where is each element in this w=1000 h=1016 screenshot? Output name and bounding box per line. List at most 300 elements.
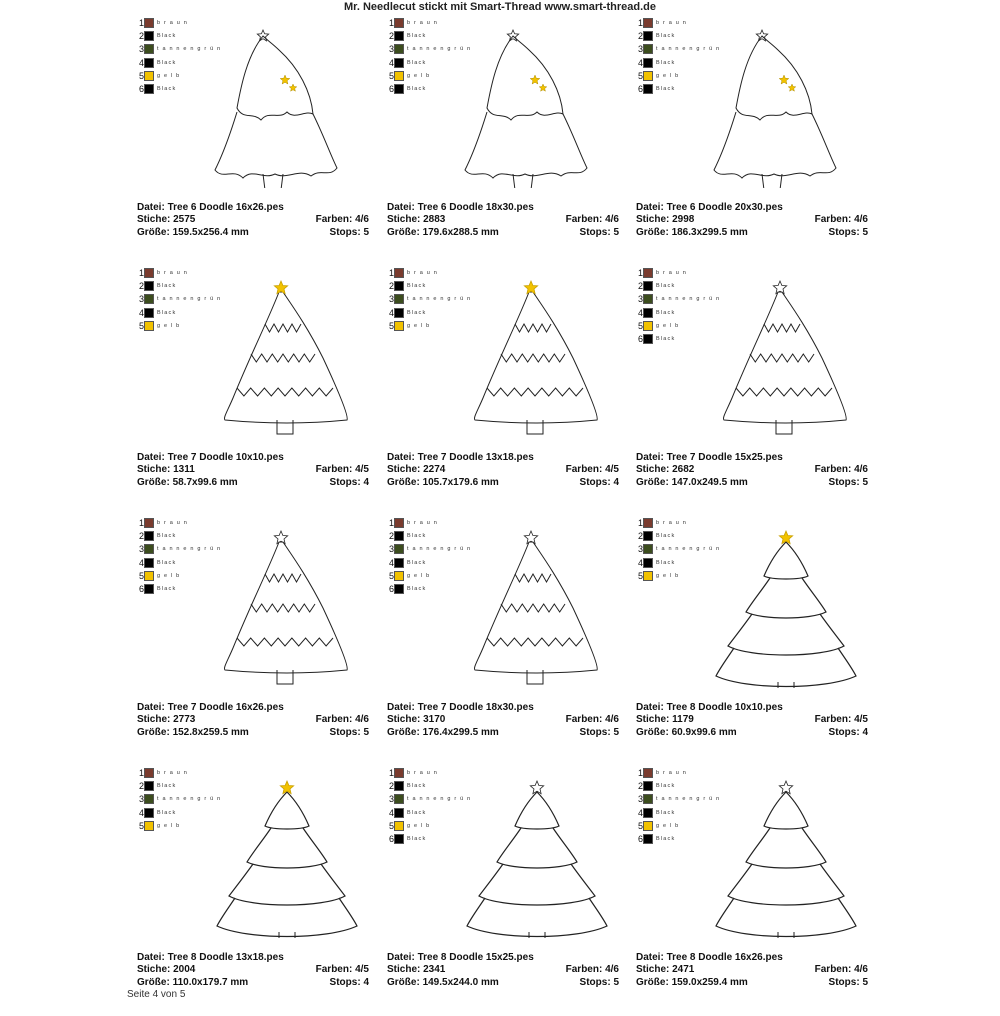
legend-number: 6 (138, 584, 144, 595)
stops-label: Stops: (579, 976, 611, 988)
design-card (636, 766, 868, 1016)
stop-count: 4 (613, 476, 619, 488)
design-info (636, 702, 868, 739)
tree-embroidery-image (207, 778, 367, 938)
color-swatch (394, 31, 404, 41)
legend-label: Black (157, 809, 177, 816)
size-row (636, 227, 868, 239)
file-row (137, 952, 369, 964)
legend-label: b r a u n (407, 269, 438, 276)
color-swatch (394, 518, 404, 528)
stitch-count: 2883 (423, 214, 446, 226)
legend-label: Black (656, 836, 676, 843)
legend-number: 2 (388, 780, 394, 791)
legend-label: Black (407, 809, 427, 816)
legend-label: t a n n e n g r ü n (157, 296, 222, 303)
color-count: 4/6 (605, 964, 619, 976)
legend-number: 3 (138, 544, 144, 555)
color-swatch (643, 84, 653, 94)
legend-number: 2 (138, 280, 144, 291)
color-swatch (643, 834, 653, 844)
color-swatch (144, 18, 154, 28)
farben-label: Farben: (315, 464, 353, 476)
file-row (636, 702, 868, 714)
color-count: 4/6 (854, 464, 868, 476)
color-swatch (643, 71, 653, 81)
legend-number: 1 (637, 767, 643, 778)
legend-number: 3 (637, 44, 643, 55)
design-size: 147.0x249.5 mm (671, 476, 748, 488)
stiche-label: Stiche: (636, 464, 670, 476)
legend-label: Black (656, 59, 676, 66)
color-swatch (394, 84, 404, 94)
color-swatch (643, 781, 653, 791)
stop-count: 5 (862, 226, 868, 238)
legend-label: b r a u n (656, 769, 687, 776)
design-info (137, 702, 369, 739)
color-swatch (643, 571, 653, 581)
farben-label: Farben: (814, 964, 852, 976)
color-swatch (394, 794, 404, 804)
stitch-count: 1311 (173, 464, 195, 476)
legend-label: g e l b (407, 322, 431, 329)
design-size: 176.4x299.5 mm (422, 726, 499, 738)
groesse-label: Größe: (137, 976, 170, 988)
file-name: Tree 6 Doodle 16x26.pes (167, 202, 284, 213)
legend-label: Black (656, 336, 676, 343)
color-swatch (144, 531, 154, 541)
legend-label: Black (407, 836, 427, 843)
file-row (636, 952, 868, 964)
datei-label: Datei: (636, 702, 664, 713)
file-row (387, 202, 619, 214)
tree-embroidery-image (207, 28, 367, 188)
color-count: 4/6 (854, 964, 868, 976)
legend-number: 6 (388, 834, 394, 845)
design-card (137, 266, 369, 516)
legend-number: 1 (138, 17, 144, 28)
legend-label: b r a u n (157, 519, 188, 526)
color-swatch (144, 44, 154, 54)
datei-label: Datei: (636, 452, 664, 463)
file-name: Tree 6 Doodle 20x30.pes (666, 202, 783, 213)
datei-label: Datei: (387, 952, 415, 963)
groesse-label: Größe: (137, 226, 170, 238)
legend-number: 1 (637, 517, 643, 528)
color-swatch (144, 31, 154, 41)
color-swatch (643, 308, 653, 318)
legend-number: 6 (388, 84, 394, 95)
design-card (636, 516, 868, 766)
stops-label: Stops: (329, 976, 361, 988)
size-row (636, 977, 868, 989)
tree-embroidery-image (706, 778, 866, 938)
stop-count: 5 (613, 976, 619, 988)
file-name: Tree 8 Doodle 13x18.pes (167, 952, 284, 963)
legend-label: g e l b (656, 72, 680, 79)
legend-number: 5 (138, 320, 144, 331)
design-info (387, 952, 619, 989)
size-row (387, 227, 619, 239)
legend-label: Black (407, 32, 427, 39)
color-count: 4/6 (854, 214, 868, 226)
design-info (137, 202, 369, 239)
tree-embroidery-image (706, 278, 866, 438)
design-card (387, 766, 619, 1016)
legend-label: Black (656, 782, 676, 789)
color-swatch (144, 268, 154, 278)
legend-label: t a n n e n g r ü n (656, 546, 721, 553)
stitch-count: 2341 (423, 964, 446, 976)
stops-label: Stops: (828, 976, 860, 988)
color-swatch (394, 808, 404, 818)
legend-number: 1 (388, 267, 394, 278)
legend-number: 4 (388, 57, 394, 68)
color-swatch (643, 334, 653, 344)
color-swatch (144, 71, 154, 81)
color-count: 4/5 (854, 714, 868, 726)
legend-label: Black (656, 309, 676, 316)
size-row (636, 477, 868, 489)
color-swatch (144, 768, 154, 778)
design-info (636, 202, 868, 239)
color-swatch (643, 821, 653, 831)
file-name: Tree 6 Doodle 18x30.pes (417, 202, 534, 213)
color-swatch (394, 768, 404, 778)
design-info (387, 202, 619, 239)
legend-label: Black (157, 782, 177, 789)
design-card (137, 16, 369, 266)
color-count: 4/5 (355, 964, 369, 976)
color-swatch (144, 281, 154, 291)
size-row (137, 727, 369, 739)
color-swatch (643, 544, 653, 554)
file-row (387, 452, 619, 464)
legend-label: g e l b (656, 322, 680, 329)
color-swatch (144, 84, 154, 94)
legend-number: 4 (388, 557, 394, 568)
legend-number: 2 (138, 530, 144, 541)
datei-label: Datei: (387, 452, 415, 463)
groesse-label: Größe: (636, 226, 669, 238)
legend-number: 3 (637, 544, 643, 555)
stop-count: 5 (363, 726, 369, 738)
legend-label: Black (407, 782, 427, 789)
legend-label: b r a u n (656, 519, 687, 526)
stitches-row (137, 714, 369, 726)
legend-number: 5 (637, 70, 643, 81)
legend-label: t a n n e n g r ü n (407, 296, 472, 303)
design-card (636, 266, 868, 516)
design-card (137, 766, 369, 1016)
farben-label: Farben: (565, 464, 603, 476)
legend-number: 5 (388, 320, 394, 331)
legend-number: 5 (388, 570, 394, 581)
design-size: 159.0x259.4 mm (671, 976, 748, 988)
legend-number: 4 (637, 807, 643, 818)
legend-label: Black (407, 309, 427, 316)
legend-label: Black (407, 559, 427, 566)
legend-label: b r a u n (157, 269, 188, 276)
design-card (387, 266, 619, 516)
file-name: Tree 7 Doodle 10x10.pes (167, 452, 284, 463)
design-info (137, 952, 369, 989)
legend-label: Black (157, 309, 177, 316)
design-size: 159.5x256.4 mm (172, 226, 249, 238)
legend-label: Black (407, 282, 427, 289)
farben-label: Farben: (814, 464, 852, 476)
stitches-row (387, 214, 619, 226)
size-row (137, 227, 369, 239)
legend-label: t a n n e n g r ü n (157, 796, 222, 803)
color-swatch (643, 321, 653, 331)
color-swatch (144, 781, 154, 791)
stitch-count: 2998 (672, 214, 695, 226)
legend-label: b r a u n (407, 19, 438, 26)
groesse-label: Größe: (137, 726, 170, 738)
legend-number: 5 (138, 70, 144, 81)
file-row (636, 452, 868, 464)
color-swatch (144, 544, 154, 554)
legend-label: Black (157, 32, 177, 39)
stitch-count: 2004 (173, 964, 196, 976)
legend-label: g e l b (656, 572, 680, 579)
size-row (137, 477, 369, 489)
farben-label: Farben: (315, 964, 353, 976)
groesse-label: Größe: (387, 976, 420, 988)
datei-label: Datei: (636, 202, 664, 213)
color-swatch (144, 821, 154, 831)
stitch-count: 2575 (173, 214, 196, 226)
design-size: 110.0x179.7 mm (172, 976, 249, 988)
legend-number: 5 (637, 820, 643, 831)
file-name: Tree 8 Doodle 16x26.pes (666, 952, 783, 963)
file-name: Tree 7 Doodle 16x26.pes (167, 702, 284, 713)
file-row (137, 452, 369, 464)
legend-label: b r a u n (407, 769, 438, 776)
stitch-count: 2274 (423, 464, 446, 476)
tree-embroidery-image (706, 28, 866, 188)
legend-number: 4 (138, 807, 144, 818)
stops-label: Stops: (579, 476, 611, 488)
file-name: Tree 7 Doodle 13x18.pes (417, 452, 534, 463)
legend-label: Black (656, 86, 676, 93)
design-size: 179.6x288.5 mm (422, 226, 499, 238)
color-swatch (643, 518, 653, 528)
groesse-label: Größe: (636, 726, 669, 738)
stiche-label: Stiche: (137, 714, 171, 726)
legend-number: 3 (388, 794, 394, 805)
legend-number: 1 (138, 767, 144, 778)
stiche-label: Stiche: (137, 214, 171, 226)
color-count: 4/6 (355, 714, 369, 726)
stops-label: Stops: (579, 226, 611, 238)
legend-label: b r a u n (157, 19, 188, 26)
legend-label: g e l b (656, 822, 680, 829)
tree-embroidery-image (706, 528, 866, 688)
farben-label: Farben: (315, 714, 353, 726)
color-swatch (394, 44, 404, 54)
stiche-label: Stiche: (636, 714, 670, 726)
legend-label: Black (656, 532, 676, 539)
legend-label: b r a u n (656, 269, 687, 276)
color-count: 4/6 (355, 214, 369, 226)
color-swatch (643, 768, 653, 778)
legend-label: g e l b (157, 822, 181, 829)
legend-number: 3 (388, 294, 394, 305)
legend-number: 3 (388, 544, 394, 555)
datei-label: Datei: (137, 452, 165, 463)
design-info (387, 452, 619, 489)
size-row (387, 977, 619, 989)
legend-number: 2 (637, 30, 643, 41)
legend-label: Black (656, 282, 676, 289)
color-swatch (144, 794, 154, 804)
color-swatch (394, 571, 404, 581)
stitches-row (387, 714, 619, 726)
stiche-label: Stiche: (387, 214, 421, 226)
legend-label: t a n n e n g r ü n (407, 796, 472, 803)
page-header: Mr. Needlecut stickt mit Smart-Thread www.smart-thread.de (344, 1, 656, 13)
legend-number: 5 (637, 570, 643, 581)
legend-label: t a n n e n g r ü n (656, 296, 721, 303)
color-swatch (394, 531, 404, 541)
design-info (636, 952, 868, 989)
groesse-label: Größe: (387, 476, 420, 488)
file-name: Tree 8 Doodle 15x25.pes (417, 952, 534, 963)
design-size: 60.9x99.6 mm (671, 726, 737, 738)
file-name: Tree 7 Doodle 18x30.pes (417, 702, 534, 713)
stitches-row (636, 964, 868, 976)
stitches-row (137, 964, 369, 976)
legend-label: t a n n e n g r ü n (656, 796, 721, 803)
legend-number: 6 (637, 84, 643, 95)
stop-count: 5 (862, 476, 868, 488)
design-size: 58.7x99.6 mm (172, 476, 238, 488)
size-row (137, 977, 369, 989)
stitch-count: 1179 (672, 714, 694, 726)
design-card (387, 516, 619, 766)
stitches-row (137, 464, 369, 476)
datei-label: Datei: (137, 702, 165, 713)
color-swatch (394, 268, 404, 278)
stitches-row (137, 214, 369, 226)
color-swatch (394, 781, 404, 791)
color-swatch (144, 308, 154, 318)
stop-count: 5 (363, 226, 369, 238)
legend-number: 6 (637, 334, 643, 345)
color-swatch (144, 58, 154, 68)
legend-number: 2 (388, 280, 394, 291)
color-swatch (643, 31, 653, 41)
color-swatch (394, 58, 404, 68)
legend-number: 2 (637, 530, 643, 541)
color-swatch (643, 294, 653, 304)
page-footer: Seite 4 von 5 (127, 989, 186, 1000)
legend-number: 2 (637, 780, 643, 791)
legend-label: Black (157, 59, 177, 66)
design-info (636, 452, 868, 489)
color-swatch (643, 281, 653, 291)
datei-label: Datei: (636, 952, 664, 963)
stops-label: Stops: (828, 226, 860, 238)
legend-number: 1 (138, 517, 144, 528)
stitches-row (636, 464, 868, 476)
legend-label: b r a u n (656, 19, 687, 26)
tree-embroidery-image (457, 778, 617, 938)
tree-embroidery-image (457, 278, 617, 438)
legend-number: 3 (138, 294, 144, 305)
legend-number: 6 (388, 584, 394, 595)
color-count: 4/6 (605, 714, 619, 726)
legend-label: g e l b (157, 72, 181, 79)
stiche-label: Stiche: (137, 964, 171, 976)
color-swatch (144, 571, 154, 581)
stitch-count: 2471 (672, 964, 695, 976)
color-swatch (643, 58, 653, 68)
legend-label: Black (157, 586, 177, 593)
legend-number: 1 (138, 267, 144, 278)
color-count: 4/5 (355, 464, 369, 476)
legend-label: g e l b (407, 572, 431, 579)
legend-number: 4 (637, 57, 643, 68)
stops-label: Stops: (579, 726, 611, 738)
stops-label: Stops: (329, 226, 361, 238)
color-count: 4/5 (605, 464, 619, 476)
color-swatch (643, 794, 653, 804)
file-row (137, 702, 369, 714)
legend-label: Black (407, 86, 427, 93)
legend-number: 4 (138, 307, 144, 318)
design-card (137, 516, 369, 766)
color-swatch (643, 531, 653, 541)
stop-count: 4 (363, 976, 369, 988)
legend-number: 1 (637, 17, 643, 28)
design-size: 105.7x179.6 mm (422, 476, 499, 488)
color-swatch (643, 18, 653, 28)
color-swatch (394, 821, 404, 831)
color-swatch (144, 584, 154, 594)
color-swatch (144, 294, 154, 304)
legend-number: 4 (637, 557, 643, 568)
legend-label: Black (656, 809, 676, 816)
color-swatch (394, 558, 404, 568)
datei-label: Datei: (387, 202, 415, 213)
color-swatch (394, 834, 404, 844)
legend-label: g e l b (407, 72, 431, 79)
legend-label: Black (157, 282, 177, 289)
file-row (387, 702, 619, 714)
legend-label: Black (157, 559, 177, 566)
legend-number: 5 (388, 820, 394, 831)
color-swatch (643, 808, 653, 818)
tree-embroidery-image (207, 278, 367, 438)
stiche-label: Stiche: (636, 964, 670, 976)
color-swatch (394, 18, 404, 28)
legend-number: 3 (637, 794, 643, 805)
color-swatch (144, 518, 154, 528)
size-row (636, 727, 868, 739)
stitches-row (387, 464, 619, 476)
tree-embroidery-image (457, 28, 617, 188)
legend-number: 1 (637, 267, 643, 278)
color-swatch (144, 558, 154, 568)
legend-number: 2 (388, 530, 394, 541)
legend-number: 5 (637, 320, 643, 331)
stop-count: 5 (613, 226, 619, 238)
legend-number: 4 (388, 307, 394, 318)
legend-label: t a n n e n g r ü n (656, 46, 721, 53)
